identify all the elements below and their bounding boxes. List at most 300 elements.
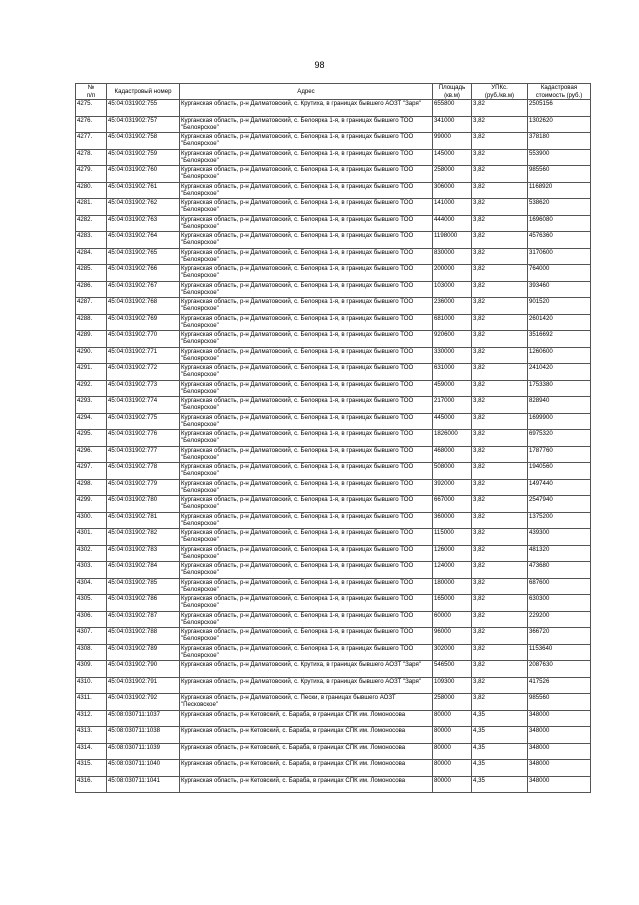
cadastral-value-cell: 630300 bbox=[528, 595, 591, 612]
cadastral-value-cell: 1260600 bbox=[528, 347, 591, 364]
cadastral-value-cell: 348000 bbox=[528, 776, 591, 793]
area-cell: 141000 bbox=[433, 199, 472, 216]
upks-cell: 3,82 bbox=[472, 529, 528, 546]
address-cell: Курганская область, р-н Далматовский, с. Белоярка 1-я, в границах бывшего ТОО "Белоярское" bbox=[180, 298, 433, 315]
address-cell: Курганская область, р-н Далматовский, с. Белоярка 1-я, в границах бывшего ТОО "Белоярское" bbox=[180, 562, 433, 579]
cadastral-number-cell: 45:04:031902:772 bbox=[107, 364, 180, 381]
upks-cell: 3,82 bbox=[472, 232, 528, 249]
upks-cell: 3,82 bbox=[472, 347, 528, 364]
cadastral-number-cell: 45:04:031902:785 bbox=[107, 578, 180, 595]
table-row bbox=[76, 331, 591, 348]
area-cell: 60000 bbox=[433, 611, 472, 628]
table-row bbox=[76, 760, 591, 777]
upks-cell: 3,82 bbox=[472, 430, 528, 447]
upks-cell: 3,82 bbox=[472, 545, 528, 562]
upks-cell: 3,82 bbox=[472, 446, 528, 463]
upks-cell: 3,82 bbox=[472, 479, 528, 496]
table-row bbox=[76, 661, 591, 678]
row-number-cell: 4285. bbox=[76, 265, 107, 282]
table-row bbox=[76, 215, 591, 232]
upks-cell: 3,82 bbox=[472, 628, 528, 645]
table-row bbox=[76, 298, 591, 315]
area-cell: 459000 bbox=[433, 380, 472, 397]
upks-cell: 3,82 bbox=[472, 694, 528, 711]
upks-cell: 3,82 bbox=[472, 281, 528, 298]
cadastral-number-cell: 45:04:031902:762 bbox=[107, 199, 180, 216]
table-row bbox=[76, 364, 591, 381]
area-cell: 200000 bbox=[433, 265, 472, 282]
address-cell: Курганская область, р-н Далматовский, с. Белоярка 1-я, в границах бывшего ТОО "Белоярское" bbox=[180, 133, 433, 150]
cadastral-value-cell: 1940560 bbox=[528, 463, 591, 480]
header-area: Площадь (кв.м) bbox=[433, 84, 472, 100]
cadastral-value-cell: 1375200 bbox=[528, 512, 591, 529]
header-row-number: № п/п bbox=[76, 84, 107, 100]
row-number-cell: 4296. bbox=[76, 446, 107, 463]
upks-cell: 3,82 bbox=[472, 298, 528, 315]
upks-cell: 3,82 bbox=[472, 644, 528, 661]
address-cell: Курганская область, р-н Далматовский, с. Белоярка 1-я, в границах бывшего ТОО "Белоярское" bbox=[180, 265, 433, 282]
row-number-cell: 4301. bbox=[76, 529, 107, 546]
address-cell: Курганская область, р-н Далматовский, с. Белоярка 1-я, в границах бывшего ТОО "Белоярское" bbox=[180, 479, 433, 496]
row-number-cell: 4307. bbox=[76, 628, 107, 645]
address-cell: Курганская область, р-н Далматовский, с. Белоярка 1-я, в границах бывшего ТОО "Белоярское" bbox=[180, 446, 433, 463]
upks-cell: 3,82 bbox=[472, 562, 528, 579]
table-row bbox=[76, 463, 591, 480]
row-number-cell: 4275. bbox=[76, 100, 107, 117]
table-row bbox=[76, 595, 591, 612]
cadastral-value-cell: 985560 bbox=[528, 166, 591, 183]
table-row bbox=[76, 529, 591, 546]
area-cell: 306000 bbox=[433, 182, 472, 199]
cadastral-value-cell: 1168920 bbox=[528, 182, 591, 199]
area-cell: 444000 bbox=[433, 215, 472, 232]
cadastral-number-cell: 45:04:031902:790 bbox=[107, 661, 180, 678]
row-number-cell: 4293. bbox=[76, 397, 107, 414]
cadastral-number-cell: 45:04:031902:761 bbox=[107, 182, 180, 199]
address-cell: Курганская область, р-н Далматовский, с. Белоярка 1-я, в границах бывшего ТОО "Белоярское" bbox=[180, 380, 433, 397]
page-number: 98 bbox=[314, 60, 325, 70]
table-row bbox=[76, 512, 591, 529]
header-address: Адрес bbox=[180, 84, 433, 100]
header-cadastral-number: Кадастровый номер bbox=[107, 84, 180, 100]
area-cell: 1198000 bbox=[433, 232, 472, 249]
cadastral-value-cell: 1787760 bbox=[528, 446, 591, 463]
cadastral-value-cell: 1696080 bbox=[528, 215, 591, 232]
table-row bbox=[76, 430, 591, 447]
row-number-cell: 4302. bbox=[76, 545, 107, 562]
address-cell: Курганская область, р-н Далматовский, с. Белоярка 1-я, в границах бывшего ТОО "Белоярское" bbox=[180, 166, 433, 183]
upks-cell: 3,82 bbox=[472, 512, 528, 529]
area-cell: 468000 bbox=[433, 446, 472, 463]
area-cell: 1826000 bbox=[433, 430, 472, 447]
area-cell: 99000 bbox=[433, 133, 472, 150]
table-row bbox=[76, 182, 591, 199]
cadastral-number-cell: 45:04:031902:771 bbox=[107, 347, 180, 364]
cadastral-value-cell: 1153640 bbox=[528, 644, 591, 661]
cadastral-table bbox=[75, 83, 591, 793]
table-row bbox=[76, 265, 591, 282]
area-cell: 445000 bbox=[433, 413, 472, 430]
area-cell: 80000 bbox=[433, 743, 472, 760]
cadastral-value-cell: 985560 bbox=[528, 694, 591, 711]
upks-cell: 3,82 bbox=[472, 314, 528, 331]
table-row bbox=[76, 496, 591, 513]
cadastral-value-cell: 348000 bbox=[528, 727, 591, 744]
upks-cell: 3,82 bbox=[472, 661, 528, 678]
cadastral-value-cell: 378180 bbox=[528, 133, 591, 150]
cadastral-number-cell: 45:04:031902:755 bbox=[107, 100, 180, 117]
cadastral-value-cell: 2601420 bbox=[528, 314, 591, 331]
area-cell: 80000 bbox=[433, 760, 472, 777]
area-cell: 330000 bbox=[433, 347, 472, 364]
row-number-cell: 4297. bbox=[76, 463, 107, 480]
upks-cell: 3,82 bbox=[472, 578, 528, 595]
address-cell: Курганская область, р-н Далматовский, с. Белоярка 1-я, в границах бывшего ТОО "Белоярское" bbox=[180, 628, 433, 645]
table-row bbox=[76, 133, 591, 150]
cadastral-value-cell: 481320 bbox=[528, 545, 591, 562]
upks-cell: 3,82 bbox=[472, 265, 528, 282]
row-number-cell: 4291. bbox=[76, 364, 107, 381]
area-cell: 341000 bbox=[433, 116, 472, 133]
upks-cell: 3,82 bbox=[472, 595, 528, 612]
cadastral-number-cell: 45:04:031902:775 bbox=[107, 413, 180, 430]
address-cell: Курганская область, р-н Далматовский, с. Белоярка 1-я, в границах бывшего ТОО "Белоярское" bbox=[180, 364, 433, 381]
row-number-cell: 4316. bbox=[76, 776, 107, 793]
row-number-cell: 4298. bbox=[76, 479, 107, 496]
table-row bbox=[76, 710, 591, 727]
upks-cell: 3,82 bbox=[472, 413, 528, 430]
area-cell: 392000 bbox=[433, 479, 472, 496]
area-cell: 258000 bbox=[433, 166, 472, 183]
upks-cell: 4,35 bbox=[472, 743, 528, 760]
cadastral-number-cell: 45:04:031902:788 bbox=[107, 628, 180, 645]
cadastral-number-cell: 45:08:030711:1039 bbox=[107, 743, 180, 760]
address-cell: Курганская область, р-н Далматовский, с. Белоярка 1-я, в границах бывшего ТОО "Белоярское" bbox=[180, 545, 433, 562]
cadastral-value-cell: 2087630 bbox=[528, 661, 591, 678]
area-cell: 631000 bbox=[433, 364, 472, 381]
row-number-cell: 4286. bbox=[76, 281, 107, 298]
row-number-cell: 4299. bbox=[76, 496, 107, 513]
table-row bbox=[76, 149, 591, 166]
cadastral-value-cell: 439300 bbox=[528, 529, 591, 546]
upks-cell: 3,82 bbox=[472, 463, 528, 480]
cadastral-number-cell: 45:04:031902:779 bbox=[107, 479, 180, 496]
row-number-cell: 4294. bbox=[76, 413, 107, 430]
area-cell: 258000 bbox=[433, 694, 472, 711]
cadastral-number-cell: 45:04:031902:757 bbox=[107, 116, 180, 133]
cadastral-number-cell: 45:04:031902:768 bbox=[107, 298, 180, 315]
row-number-cell: 4315. bbox=[76, 760, 107, 777]
cadastral-number-cell: 45:04:031902:773 bbox=[107, 380, 180, 397]
area-cell: 124000 bbox=[433, 562, 472, 579]
row-number-cell: 4283. bbox=[76, 232, 107, 249]
address-cell: Курганская область, р-н Далматовский, с. Белоярка 1-я, в границах бывшего ТОО "Белоярское" bbox=[180, 529, 433, 546]
row-number-cell: 4303. bbox=[76, 562, 107, 579]
row-number-cell: 4295. bbox=[76, 430, 107, 447]
upks-cell: 4,35 bbox=[472, 727, 528, 744]
row-number-cell: 4312. bbox=[76, 710, 107, 727]
row-number-cell: 4311. bbox=[76, 694, 107, 711]
cadastral-number-cell: 45:04:031902:763 bbox=[107, 215, 180, 232]
row-number-cell: 4281. bbox=[76, 199, 107, 216]
cadastral-value-cell: 417526 bbox=[528, 677, 591, 694]
upks-cell: 3,82 bbox=[472, 364, 528, 381]
row-number-cell: 4278. bbox=[76, 149, 107, 166]
row-number-cell: 4292. bbox=[76, 380, 107, 397]
header-upks: УПКс. (руб./кв.м) bbox=[472, 84, 528, 100]
area-cell: 96000 bbox=[433, 628, 472, 645]
table-row bbox=[76, 479, 591, 496]
address-cell: Курганская область, р-н Далматовский, с. Белоярка 1-я, в границах бывшего ТОО "Белоярское" bbox=[180, 463, 433, 480]
upks-cell: 3,82 bbox=[472, 116, 528, 133]
table-row bbox=[76, 397, 591, 414]
table-row bbox=[76, 116, 591, 133]
area-cell: 80000 bbox=[433, 710, 472, 727]
area-cell: 667000 bbox=[433, 496, 472, 513]
row-number-cell: 4314. bbox=[76, 743, 107, 760]
upks-cell: 3,82 bbox=[472, 199, 528, 216]
cadastral-number-cell: 45:04:031902:774 bbox=[107, 397, 180, 414]
cadastral-number-cell: 45:04:031902:777 bbox=[107, 446, 180, 463]
cadastral-value-cell: 6975320 bbox=[528, 430, 591, 447]
table-row bbox=[76, 578, 591, 595]
upks-cell: 3,82 bbox=[472, 182, 528, 199]
cadastral-value-cell: 366720 bbox=[528, 628, 591, 645]
address-cell: Курганская область, р-н Далматовский, с. Белоярка 1-я, в границах бывшего ТОО "Белоярское" bbox=[180, 413, 433, 430]
cadastral-value-cell: 3170600 bbox=[528, 248, 591, 265]
cadastral-number-cell: 45:04:031902:767 bbox=[107, 281, 180, 298]
cadastral-number-cell: 45:04:031902:782 bbox=[107, 529, 180, 546]
row-number-cell: 4280. bbox=[76, 182, 107, 199]
upks-cell: 4,35 bbox=[472, 760, 528, 777]
address-cell: Курганская область, р-н Далматовский, с. Белоярка 1-я, в границах бывшего ТОО "Белоярское" bbox=[180, 314, 433, 331]
cadastral-value-cell: 2410420 bbox=[528, 364, 591, 381]
address-cell: Курганская область, р-н Далматовский, с. Белоярка 1-я, в границах бывшего ТОО "Белоярское" bbox=[180, 281, 433, 298]
table-row bbox=[76, 743, 591, 760]
area-cell: 546500 bbox=[433, 661, 472, 678]
cadastral-number-cell: 45:04:031902:759 bbox=[107, 149, 180, 166]
table-row bbox=[76, 446, 591, 463]
address-cell: Курганская область, р-н Далматовский, с. Белоярка 1-я, в границах бывшего ТОО "Белоярское" bbox=[180, 182, 433, 199]
upks-cell: 3,82 bbox=[472, 380, 528, 397]
cadastral-number-cell: 45:04:031902:789 bbox=[107, 644, 180, 661]
cadastral-value-cell: 538620 bbox=[528, 199, 591, 216]
cadastral-number-cell: 45:04:031902:781 bbox=[107, 512, 180, 529]
row-number-cell: 4300. bbox=[76, 512, 107, 529]
cadastral-number-cell: 45:04:031902:792 bbox=[107, 694, 180, 711]
upks-cell: 3,82 bbox=[472, 166, 528, 183]
cadastral-value-cell: 348000 bbox=[528, 710, 591, 727]
cadastral-value-cell: 2505156 bbox=[528, 100, 591, 117]
upks-cell: 3,82 bbox=[472, 611, 528, 628]
table-body bbox=[76, 100, 591, 793]
address-cell: Курганская область, р-н Кетовский, с. Бараба, в границах СПК им. Ломоносова bbox=[180, 776, 433, 793]
table-row bbox=[76, 644, 591, 661]
row-number-cell: 4305. bbox=[76, 595, 107, 612]
address-cell: Курганская область, р-н Далматовский, с. Белоярка 1-я, в границах бывшего ТОО "Белоярское" bbox=[180, 116, 433, 133]
cadastral-number-cell: 45:04:031902:764 bbox=[107, 232, 180, 249]
cadastral-value-cell: 393460 bbox=[528, 281, 591, 298]
upks-cell: 4,35 bbox=[472, 776, 528, 793]
cadastral-value-cell: 1699900 bbox=[528, 413, 591, 430]
cadastral-number-cell: 45:04:031902:791 bbox=[107, 677, 180, 694]
area-cell: 920600 bbox=[433, 331, 472, 348]
upks-cell: 3,82 bbox=[472, 496, 528, 513]
address-cell: Курганская область, р-н Далматовский, с. Крутиха, в границах бывшего АОЗТ "Заря" bbox=[180, 661, 433, 678]
header-cadastral-value: Кадастровая стоимость (руб.) bbox=[528, 84, 591, 100]
table-row bbox=[76, 611, 591, 628]
table-row bbox=[76, 281, 591, 298]
cadastral-number-cell: 45:04:031902:760 bbox=[107, 166, 180, 183]
address-cell: Курганская область, р-н Далматовский, с. Белоярка 1-я, в границах бывшего ТОО "Белоярское" bbox=[180, 611, 433, 628]
cadastral-value-cell: 348000 bbox=[528, 760, 591, 777]
cadastral-value-cell: 2547940 bbox=[528, 496, 591, 513]
address-cell: Курганская область, р-н Кетовский, с. Бараба, в границах СПК им. Ломоносова bbox=[180, 743, 433, 760]
row-number-cell: 4282. bbox=[76, 215, 107, 232]
cadastral-number-cell: 45:08:030711:1037 bbox=[107, 710, 180, 727]
cadastral-value-cell: 348000 bbox=[528, 743, 591, 760]
table-row bbox=[76, 677, 591, 694]
address-cell: Курганская область, р-н Далматовский, с. Белоярка 1-я, в границах бывшего ТОО "Белоярское" bbox=[180, 215, 433, 232]
row-number-cell: 4288. bbox=[76, 314, 107, 331]
table-row bbox=[76, 232, 591, 249]
row-number-cell: 4276. bbox=[76, 116, 107, 133]
address-cell: Курганская область, р-н Далматовский, с. Белоярка 1-я, в границах бывшего ТОО "Белоярское" bbox=[180, 430, 433, 447]
address-cell: Курганская область, р-н Далматовский, с. Белоярка 1-я, в границах бывшего ТОО "Белоярское" bbox=[180, 512, 433, 529]
row-number-cell: 4290. bbox=[76, 347, 107, 364]
cadastral-value-cell: 687600 bbox=[528, 578, 591, 595]
cadastral-number-cell: 45:04:031902:769 bbox=[107, 314, 180, 331]
address-cell: Курганская область, р-н Далматовский, с. Белоярка 1-я, в границах бывшего ТОО "Белоярское" bbox=[180, 331, 433, 348]
area-cell: 302000 bbox=[433, 644, 472, 661]
table-row bbox=[76, 776, 591, 793]
table-row bbox=[76, 380, 591, 397]
cadastral-value-cell: 901520 bbox=[528, 298, 591, 315]
cadastral-number-cell: 45:04:031902:766 bbox=[107, 265, 180, 282]
cadastral-number-cell: 45:04:031902:770 bbox=[107, 331, 180, 348]
cadastral-number-cell: 45:04:031902:787 bbox=[107, 611, 180, 628]
area-cell: 655800 bbox=[433, 100, 472, 117]
table-row bbox=[76, 562, 591, 579]
cadastral-value-cell: 473680 bbox=[528, 562, 591, 579]
table-row bbox=[76, 694, 591, 711]
row-number-cell: 4308. bbox=[76, 644, 107, 661]
area-cell: 180000 bbox=[433, 578, 472, 595]
area-cell: 103000 bbox=[433, 281, 472, 298]
cadastral-number-cell: 45:04:031902:783 bbox=[107, 545, 180, 562]
cadastral-value-cell: 553900 bbox=[528, 149, 591, 166]
table-row bbox=[76, 347, 591, 364]
cadastral-value-cell: 764000 bbox=[528, 265, 591, 282]
cadastral-number-cell: 45:08:030711:1038 bbox=[107, 727, 180, 744]
address-cell: Курганская область, р-н Далматовский, с. Белоярка 1-я, в границах бывшего ТОО "Белоярское" bbox=[180, 199, 433, 216]
cadastral-value-cell: 1497440 bbox=[528, 479, 591, 496]
address-cell: Курганская область, р-н Далматовский, с. Пески, в границах бывшего АОЗТ "Песковское" bbox=[180, 694, 433, 711]
area-cell: 115000 bbox=[433, 529, 472, 546]
upks-cell: 3,82 bbox=[472, 677, 528, 694]
area-cell: 681000 bbox=[433, 314, 472, 331]
address-cell: Курганская область, р-н Кетовский, с. Бараба, в границах СПК им. Ломоносова bbox=[180, 760, 433, 777]
table-row bbox=[76, 199, 591, 216]
area-cell: 236000 bbox=[433, 298, 472, 315]
table-row bbox=[76, 727, 591, 744]
row-number-cell: 4287. bbox=[76, 298, 107, 315]
address-cell: Курганская область, р-н Далматовский, с. Белоярка 1-я, в границах бывшего ТОО "Белоярское" bbox=[180, 397, 433, 414]
table-row bbox=[76, 166, 591, 183]
address-cell: Курганская область, р-н Далматовский, с. Крутиха, в границах бывшего АОЗТ "Заря" bbox=[180, 677, 433, 694]
table-row bbox=[76, 314, 591, 331]
row-number-cell: 4277. bbox=[76, 133, 107, 150]
row-number-cell: 4279. bbox=[76, 166, 107, 183]
row-number-cell: 4304. bbox=[76, 578, 107, 595]
upks-cell: 3,82 bbox=[472, 248, 528, 265]
table-row bbox=[76, 248, 591, 265]
address-cell: Курганская область, р-н Кетовский, с. Бараба, в границах СПК им. Ломоносова bbox=[180, 710, 433, 727]
row-number-cell: 4284. bbox=[76, 248, 107, 265]
cadastral-number-cell: 45:04:031902:778 bbox=[107, 463, 180, 480]
cadastral-number-cell: 45:04:031902:776 bbox=[107, 430, 180, 447]
area-cell: 80000 bbox=[433, 727, 472, 744]
address-cell: Курганская область, р-н Далматовский, с. Белоярка 1-я, в границах бывшего ТОО "Белоярское" bbox=[180, 595, 433, 612]
table-row bbox=[76, 545, 591, 562]
cadastral-number-cell: 45:04:031902:765 bbox=[107, 248, 180, 265]
address-cell: Курганская область, р-н Кетовский, с. Бараба, в границах СПК им. Ломоносова bbox=[180, 727, 433, 744]
cadastral-number-cell: 45:04:031902:758 bbox=[107, 133, 180, 150]
upks-cell: 4,35 bbox=[472, 710, 528, 727]
table-row bbox=[76, 100, 591, 117]
cadastral-number-cell: 45:08:030711:1040 bbox=[107, 760, 180, 777]
row-number-cell: 4306. bbox=[76, 611, 107, 628]
table-row bbox=[76, 413, 591, 430]
upks-cell: 3,82 bbox=[472, 397, 528, 414]
cadastral-value-cell: 828940 bbox=[528, 397, 591, 414]
area-cell: 217000 bbox=[433, 397, 472, 414]
row-number-cell: 4313. bbox=[76, 727, 107, 744]
area-cell: 109300 bbox=[433, 677, 472, 694]
row-number-cell: 4309. bbox=[76, 661, 107, 678]
table-header-row bbox=[76, 84, 591, 100]
area-cell: 830000 bbox=[433, 248, 472, 265]
area-cell: 145000 bbox=[433, 149, 472, 166]
upks-cell: 3,82 bbox=[472, 133, 528, 150]
area-cell: 360000 bbox=[433, 512, 472, 529]
table-row bbox=[76, 628, 591, 645]
cadastral-value-cell: 229200 bbox=[528, 611, 591, 628]
address-cell: Курганская область, р-н Далматовский, с. Крутиха, в границах бывшего АОЗТ "Заря" bbox=[180, 100, 433, 117]
area-cell: 508000 bbox=[433, 463, 472, 480]
cadastral-number-cell: 45:04:031902:780 bbox=[107, 496, 180, 513]
upks-cell: 3,82 bbox=[472, 215, 528, 232]
area-cell: 126000 bbox=[433, 545, 472, 562]
upks-cell: 3,82 bbox=[472, 331, 528, 348]
upks-cell: 3,82 bbox=[472, 100, 528, 117]
area-cell: 80000 bbox=[433, 776, 472, 793]
cadastral-value-cell: 3516692 bbox=[528, 331, 591, 348]
row-number-cell: 4310. bbox=[76, 677, 107, 694]
cadastral-value-cell: 1753380 bbox=[528, 380, 591, 397]
row-number-cell: 4289. bbox=[76, 331, 107, 348]
address-cell: Курганская область, р-н Далматовский, с. Белоярка 1-я, в границах бывшего ТОО "Белоярское" bbox=[180, 248, 433, 265]
address-cell: Курганская область, р-н Далматовский, с. Белоярка 1-я, в границах бывшего ТОО "Белоярское" bbox=[180, 496, 433, 513]
cadastral-value-cell: 4576360 bbox=[528, 232, 591, 249]
address-cell: Курганская область, р-н Далматовский, с. Белоярка 1-я, в границах бывшего ТОО "Белоярское" bbox=[180, 644, 433, 661]
area-cell: 165000 bbox=[433, 595, 472, 612]
cadastral-number-cell: 45:08:030711:1041 bbox=[107, 776, 180, 793]
address-cell: Курганская область, р-н Далматовский, с. Белоярка 1-я, в границах бывшего ТОО "Белоярское" bbox=[180, 149, 433, 166]
cadastral-number-cell: 45:04:031902:784 bbox=[107, 562, 180, 579]
cadastral-number-cell: 45:04:031902:786 bbox=[107, 595, 180, 612]
address-cell: Курганская область, р-н Далматовский, с. Белоярка 1-я, в границах бывшего ТОО "Белоярское" bbox=[180, 578, 433, 595]
